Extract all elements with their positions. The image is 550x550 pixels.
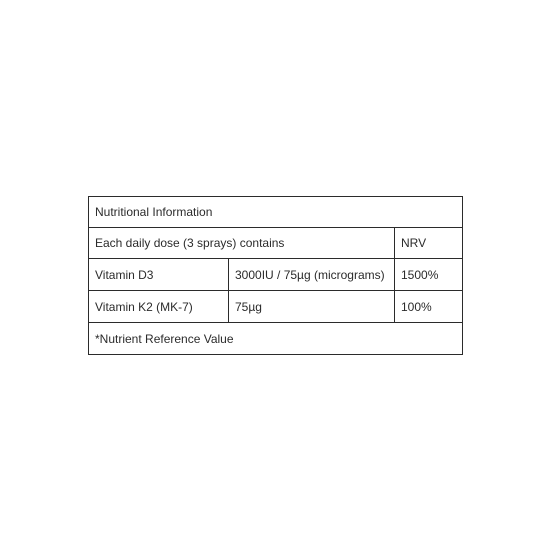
nutrient-name: Vitamin K2 (MK-7) — [89, 291, 229, 323]
nrv-header: NRV — [395, 228, 463, 259]
dose-label: Each daily dose (3 sprays) contains — [89, 228, 395, 259]
table-title-row — [89, 197, 463, 228]
nutrition-table — [88, 196, 463, 355]
table-row — [89, 259, 463, 291]
nutrient-amount: 3000IU / 75µg (micrograms) — [229, 259, 395, 291]
table-footnote: *Nutrient Reference Value — [89, 323, 463, 355]
table-row — [89, 291, 463, 323]
nutrient-amount: 75µg — [229, 291, 395, 323]
nutrient-name: Vitamin D3 — [89, 259, 229, 291]
nutrient-nrv: 100% — [395, 291, 463, 323]
table-footnote-row — [89, 323, 463, 355]
table-header-row — [89, 228, 463, 259]
nutrient-nrv: 1500% — [395, 259, 463, 291]
table-title: Nutritional Information — [89, 197, 463, 228]
